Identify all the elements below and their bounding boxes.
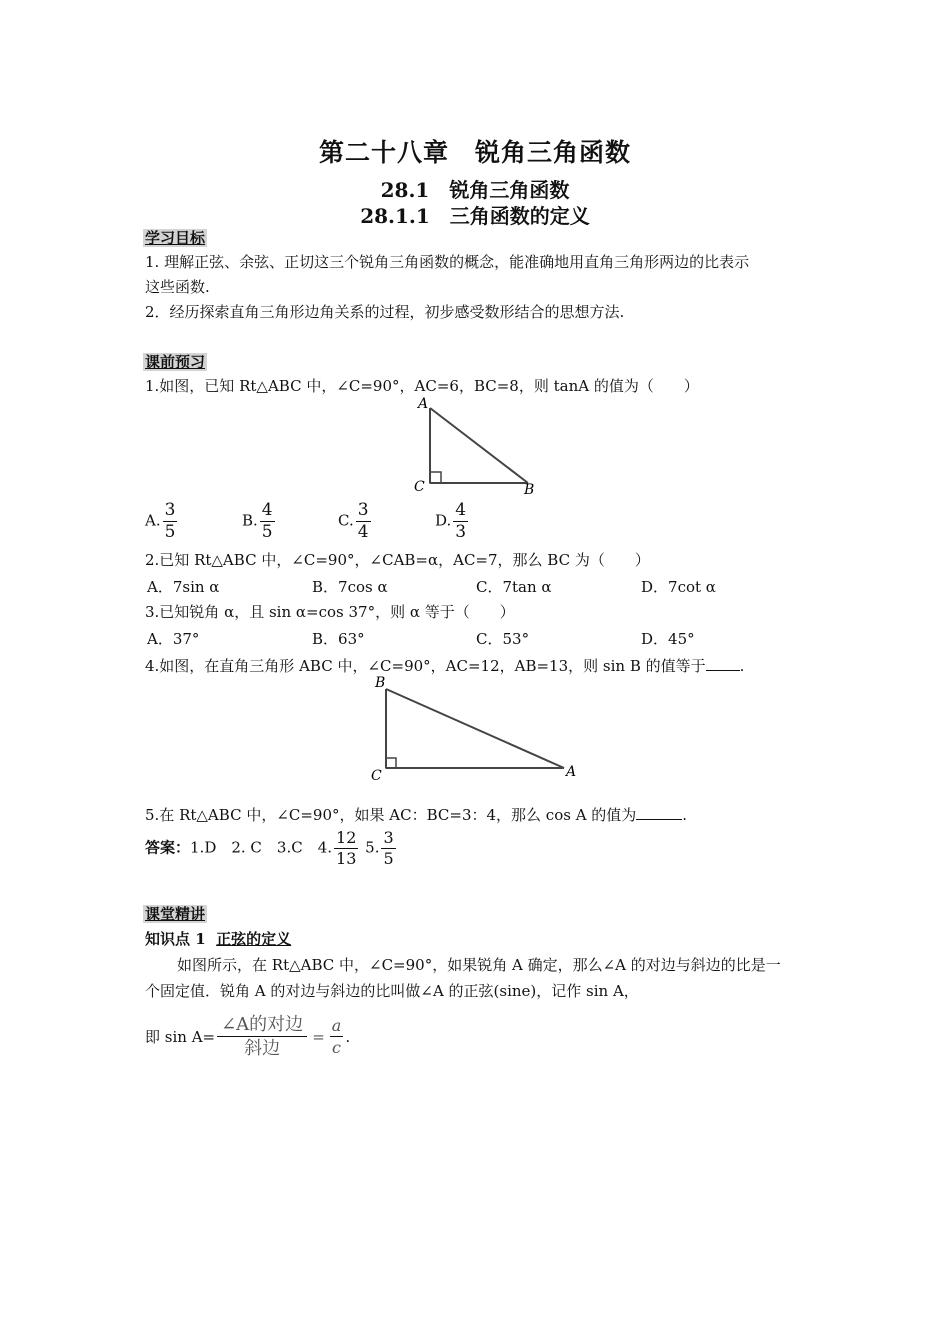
q3-option-a: A．37° (147, 630, 200, 648)
q3-option-d: D．45° (641, 630, 695, 648)
q1-option-b (242, 500, 277, 543)
q1-option-d (435, 500, 470, 543)
q5-answer-blank (636, 804, 682, 820)
triangle-figure-1 (410, 393, 545, 498)
lecture-header: 课堂精讲 (145, 905, 206, 923)
q4-answer-blank (706, 655, 740, 671)
goal-1-line-2: 这些函数. (145, 278, 210, 296)
section-title: 28.1 锐角三角函数 (380, 178, 570, 202)
q2-option-d: D．7cot α (641, 578, 716, 596)
goal-1-line-1: 1. 理解正弦、余弦、正切这三个锐角三角函数的概念，能准确地用直角三角形两边的比表示 (145, 253, 750, 271)
definition-paragraph-line-2: 个固定值．锐角 A 的对边与斜边的比叫做∠A 的正弦(sine)，记作 sin A， (145, 982, 639, 1000)
fig2-label-b: B (375, 675, 386, 691)
fig2-label-c: C (371, 768, 382, 784)
q1-option-b-letter: B. (242, 511, 258, 530)
question-4-end: . (739, 657, 745, 675)
question-2: 2.已知 Rt△ABC 中，∠C=90°，∠CAB=α，AC=7，那么 BC 为（ ） (145, 551, 650, 569)
q2-option-a: A．7sin α (147, 578, 220, 596)
question-4-text: 4.如图，在直角三角形 ABC 中，∠C=90°，AC=12，AB=13，则 sin B 的值等于 (145, 657, 706, 675)
question-5-text: 5.在 Rt△ABC 中，∠C=90°，如果 AC：BC=3：4，那么 cos A 的值为 (145, 806, 637, 824)
q1-option-c-fraction: $\frac{3}{4}$ (357, 500, 369, 542)
answers-label: 答案： (145, 838, 191, 857)
q2-option-c: C．7tan α (476, 578, 552, 596)
formula-ratio-fraction: $\frac{\text{∠A的对边}}{\text{斜边}}$ (217, 1013, 307, 1060)
formula-equals: = (312, 1027, 325, 1046)
q1-option-a-fraction: $\frac{3}{5}$ (164, 500, 176, 542)
q1-option-a-letter: A. (145, 511, 161, 530)
chapter-title: 第二十八章 锐角三角函数 (318, 138, 631, 167)
fig1-label-c: C (414, 479, 425, 495)
q1-option-a (145, 500, 179, 543)
subsection-title: 28.1.1 三角函数的定义 (360, 204, 590, 228)
q2-option-b: B．7cos α (312, 578, 388, 596)
formula-prefix: 即 sin A= (145, 1027, 216, 1046)
question-5-end: . (682, 806, 688, 824)
preview-header: 课前预习 (145, 353, 206, 371)
q1-option-c (338, 500, 373, 543)
answers-text-1: 1.D 2. C 3.C 4. (190, 838, 333, 857)
kp1-label: 知识点 1 (145, 930, 206, 948)
question-1: 1.如图，已知 Rt△ABC 中，∠C=90°，AC=6，BC=8，则 tanA 的值为（ ） (145, 377, 699, 395)
answer-4-fraction: $\frac{12}{13}$ (336, 828, 357, 868)
kp1-title: 正弦的定义 (216, 930, 292, 948)
sine-formula (145, 1013, 350, 1060)
fig2-label-a: A (566, 764, 577, 780)
q1-option-d-fraction: $\frac{4}{3}$ (455, 500, 467, 542)
answers-text-2: 5. (365, 838, 380, 857)
goals-header: 学习目标 (145, 229, 206, 247)
goal-2: 2．经历探索直角三角形边角关系的过程，初步感受数形结合的思想方法. (145, 303, 625, 321)
fig1-label-b: B (524, 482, 535, 498)
answers-row (145, 828, 398, 869)
triangle-figure-2 (368, 672, 583, 784)
definition-paragraph-line-1: 如图所示，在 Rt△ABC 中，∠C=90°，如果锐角 A 确定，那么∠A 的对边与斜边的比是一 (177, 956, 781, 974)
knowledge-point-1 (145, 929, 291, 949)
q3-option-c: C．53° (476, 630, 530, 648)
q1-option-c-letter: C. (338, 511, 354, 530)
formula-ac-fraction: $\frac{a}{c}$ (331, 1016, 342, 1057)
q1-option-b-fraction: $\frac{4}{5}$ (261, 500, 273, 542)
fig1-label-a: A (418, 396, 429, 412)
formula-end: . (345, 1027, 351, 1046)
q1-option-d-letter: D. (435, 511, 452, 530)
answer-5-fraction: $\frac{3}{5}$ (383, 828, 394, 868)
q3-option-b: B．63° (312, 630, 365, 648)
question-5 (145, 804, 687, 825)
question-3: 3.已知锐角 α，且 sin α=cos 37°，则 α 等于（ ） (145, 603, 515, 621)
